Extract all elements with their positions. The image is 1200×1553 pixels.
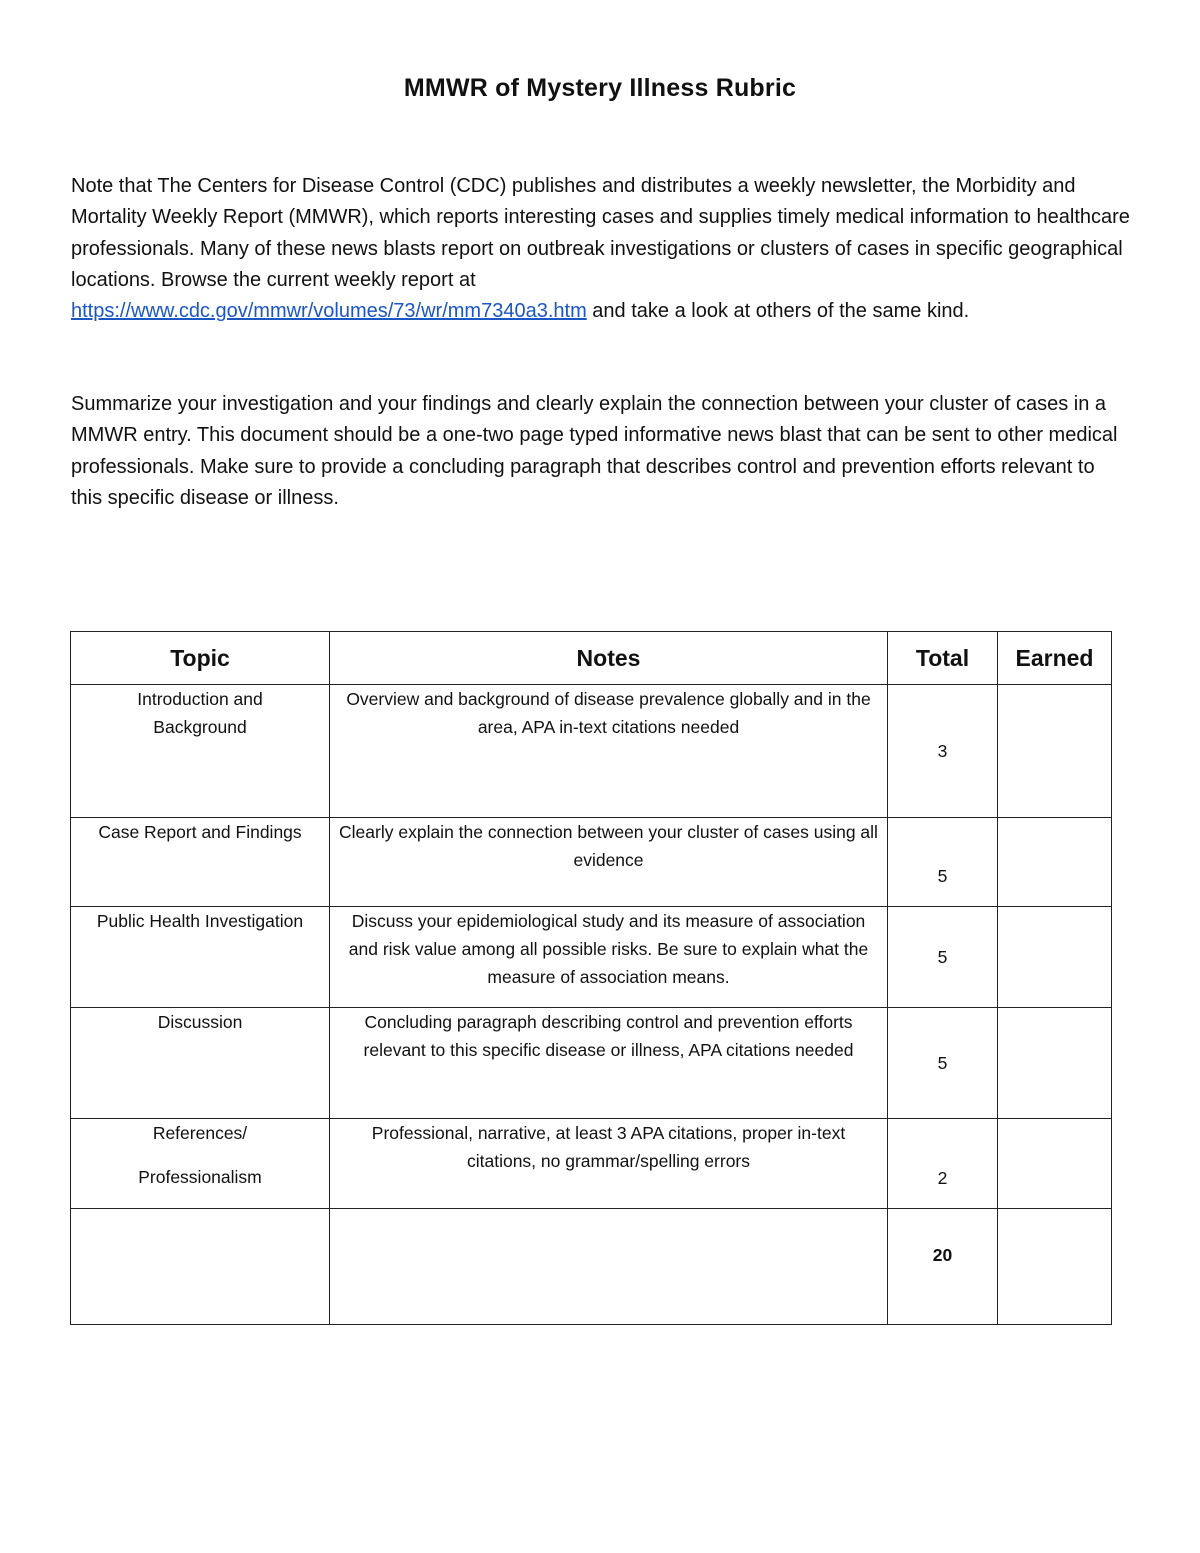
- notes-cell: [330, 1008, 888, 1119]
- header-earned: Earned: [998, 632, 1112, 685]
- table-row: [71, 1008, 1112, 1119]
- earned-cell[interactable]: [998, 818, 1112, 907]
- total-cell: 5: [888, 818, 998, 907]
- total-cell: 3: [888, 685, 998, 818]
- notes-text: Professional, narrative, at least 3 APA citations, proper in-text citations, no grammar/spelling errors: [371, 1123, 846, 1171]
- table-row: [71, 1119, 1112, 1209]
- topic-text-line2: Professionalism: [138, 1167, 262, 1187]
- total-cell: 5: [888, 907, 998, 1008]
- intro-after-link-text: and take a look at others of the same kind.: [586, 300, 970, 323]
- notes-cell: [330, 1119, 888, 1209]
- table-row: [71, 685, 1112, 818]
- earned-cell[interactable]: [998, 907, 1112, 1008]
- rubric-table: [70, 631, 1112, 1325]
- topic-cell: [71, 685, 330, 818]
- grand-total-cell: 20: [888, 1209, 998, 1325]
- topic-cell: Discussion: [71, 1008, 330, 1119]
- total-cell: 5: [888, 1008, 998, 1119]
- notes-cell: Overview and background of disease prevalence globally and in the area, APA in-text citations needed: [330, 685, 888, 818]
- notes-cell: Discuss your epidemiological study and its measure of association and risk value among all possible risks. Be sure to explain what the measure of association means.: [330, 907, 888, 1008]
- mmwr-report-link[interactable]: https://www.cdc.gov/mmwr/volumes/73/wr/mm7340a3.htm: [71, 300, 587, 323]
- total-cell: 2: [888, 1119, 998, 1209]
- notes-text: Clearly explain the connection between your cluster of cases using all evidence: [339, 822, 878, 870]
- table-row: [71, 907, 1112, 1008]
- empty-cell: [71, 1209, 330, 1325]
- earned-cell[interactable]: [998, 685, 1112, 818]
- earned-total-cell[interactable]: [998, 1209, 1112, 1325]
- topic-cell: [71, 1119, 330, 1209]
- header-topic: Topic: [71, 632, 330, 685]
- topic-text: Introduction and Background: [137, 689, 263, 737]
- header-total: Total: [888, 632, 998, 685]
- rubric-header-row: [71, 632, 1112, 685]
- notes-cell: [330, 818, 888, 907]
- notes-text: Concluding paragraph describing control and prevention efforts relevant to this specific disease or illness, APA citations needed: [363, 1012, 854, 1060]
- header-notes: Notes: [330, 632, 888, 685]
- topic-cell: Public Health Investigation: [71, 907, 330, 1008]
- empty-cell: [330, 1209, 888, 1325]
- intro-paragraph: [71, 171, 1131, 327]
- document-title: MMWR of Mystery Illness Rubric: [403, 74, 797, 102]
- earned-cell[interactable]: [998, 1008, 1112, 1119]
- task-paragraph: Summarize your investigation and your findings and clearly explain the connection between your cluster of cases in a MMWR entry. This document should be a one-two page typed informative news blast that can be sent to other medical professionals. Make sure to provide a concluding paragraph that describes control and prevention efforts relevant to this specific disease or illness.: [71, 393, 1118, 509]
- total-row: [71, 1209, 1112, 1325]
- intro-text: Note that The Centers for Disease Control (CDC) publishes and distributes a weekly newsletter, the Morbidity and Mortality Weekly Report (MMWR), which reports interesting cases and supplies timely medical information to healthcare professionals. Many of these news blasts report on outbreak investigations or clusters of cases in specific geographical locations. Browse the current weekly report at: [71, 175, 1130, 291]
- table-row: [71, 818, 1112, 907]
- topic-text-line1: References/: [152, 1123, 248, 1143]
- topic-cell: Case Report and Findings: [71, 818, 330, 907]
- earned-cell[interactable]: [998, 1119, 1112, 1209]
